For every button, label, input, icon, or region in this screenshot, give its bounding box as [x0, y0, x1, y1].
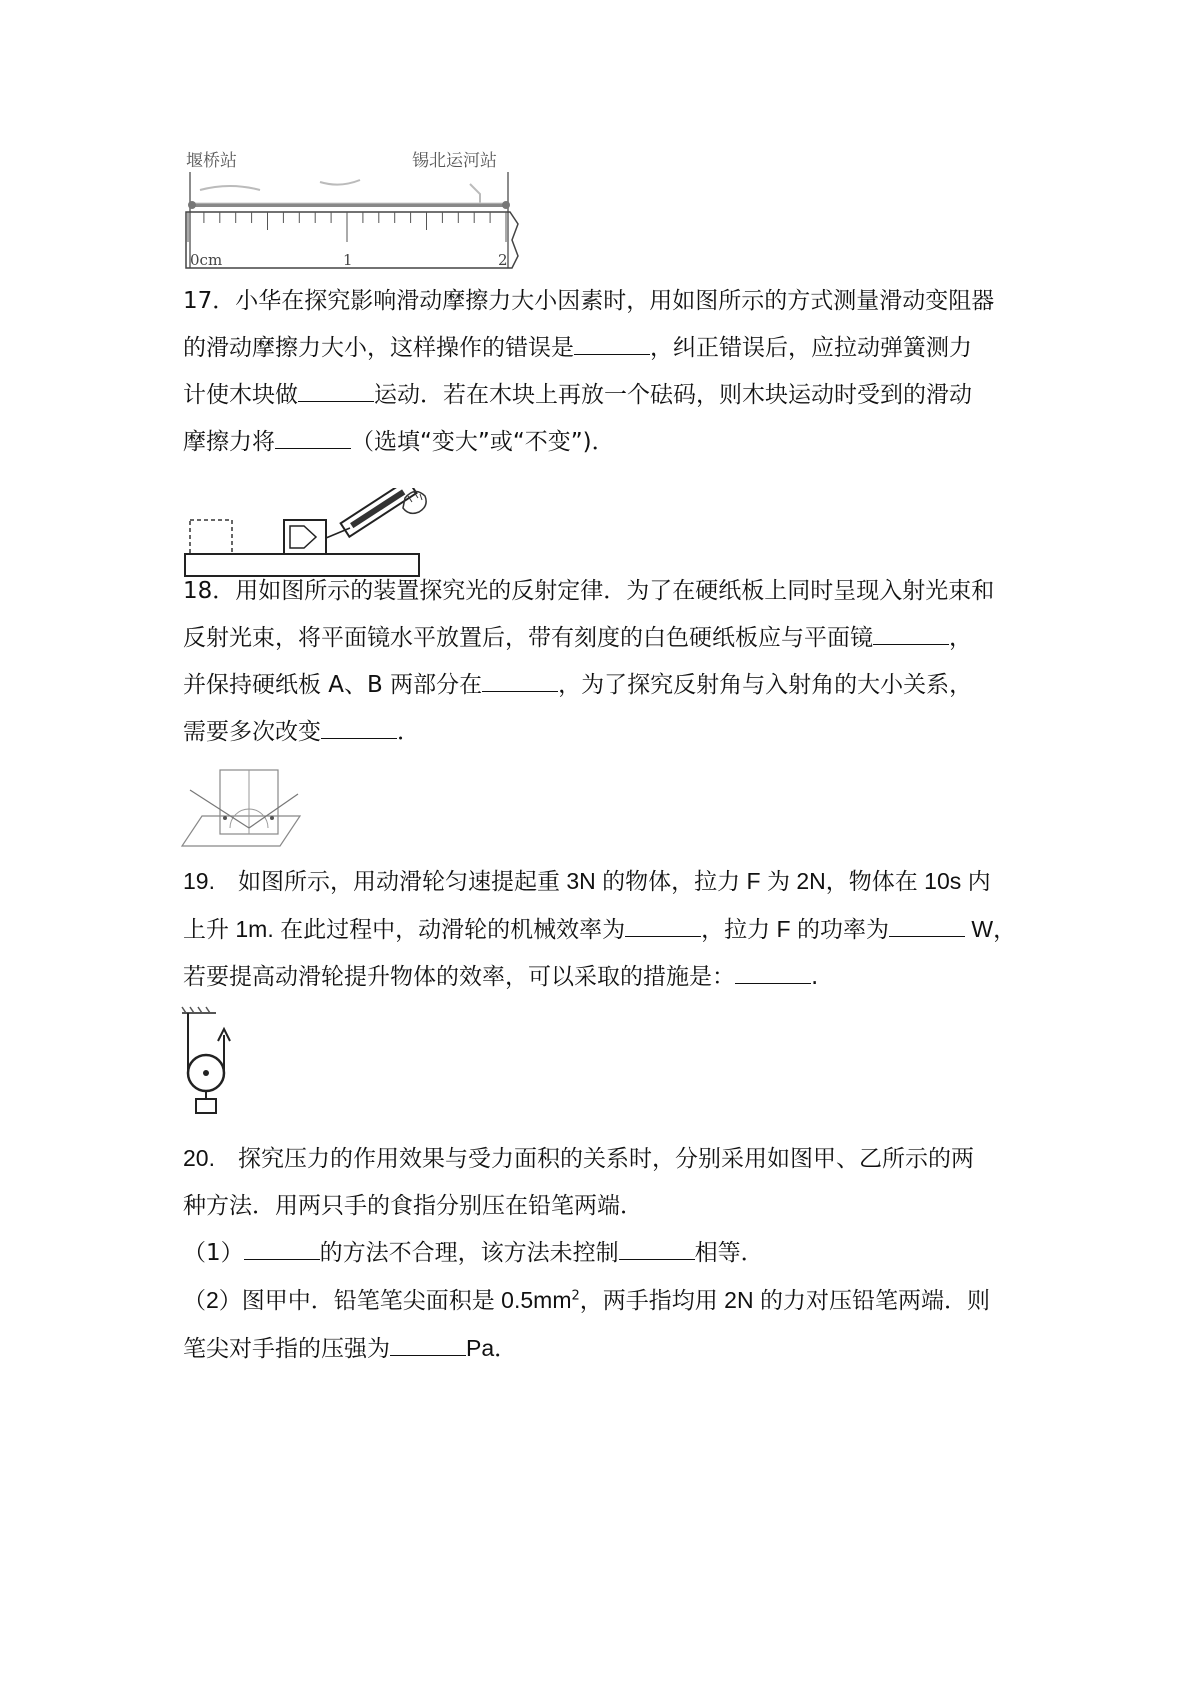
- q17-line-3: 计使木块做 运动．若在木块上再放一个砝码，则木块运动时受到的滑动: [183, 372, 1023, 419]
- answer-blank: [321, 714, 397, 739]
- q18-line-2: 反射光束，将平面镜水平放置后，带有刻度的白色硬纸板应与平面镜 ，: [183, 615, 1023, 662]
- superscript-2: 2: [571, 1288, 580, 1304]
- q19-line-3: 若要提高动滑轮提升物体的效率，可以采取的措施是： .: [183, 954, 1023, 1001]
- q19-line-2: 上升 1m. 在此过程中，动滑轮的机械效率为 ，拉力 F 的功率为 W，: [183, 906, 1023, 954]
- answer-blank: [482, 667, 558, 692]
- q17-line-4: 摩擦力将 （选填“变大”或“不变”)．: [183, 419, 1023, 466]
- answer-blank: [889, 912, 965, 937]
- ruler-label-2: 2: [498, 251, 508, 269]
- q20-line-5: 笔尖对手指的压强为 Pa．: [183, 1325, 1023, 1373]
- question-18: [183, 568, 1023, 756]
- answer-blank: [275, 424, 351, 449]
- answer-blank: [735, 959, 811, 984]
- q20-line-4: （2）图甲中．铅笔笔尖面积是 $0.5mm^2$，两手指均用 2N 的力对压铅笔两端．则: [183, 1287, 990, 1313]
- answer-blank: [619, 1235, 695, 1260]
- answer-blank: [625, 912, 701, 937]
- q18-line-3: 并保持硬纸板 A、B 两部分在 ，为了探究反射角与入射角的大小关系，: [183, 662, 1023, 709]
- question-19: [183, 858, 1023, 1001]
- answer-blank: [244, 1235, 320, 1260]
- station-left-label: 堰桥站: [186, 151, 237, 171]
- q17-line-1: 17．小华在探究影响滑动摩擦力大小因素时，用如图所示的方式测量滑动变阻器: [183, 288, 995, 314]
- q19-line-1: 19. 如图所示，用动滑轮匀速提起重 3N 的物体，拉力 F 为 2N，物体在 10s 内: [183, 868, 991, 894]
- pulley-figure: [180, 1005, 260, 1117]
- question-17: [183, 278, 1023, 466]
- q18-line-4: 需要多次改变 ．: [183, 709, 1023, 756]
- q20-line-3: （1） 的方法不合理，该方法未控制 相等．: [183, 1230, 1023, 1277]
- reflection-figure: [180, 758, 310, 856]
- answer-blank: [298, 377, 374, 402]
- ruler-figure: [180, 140, 570, 290]
- q20-line-1: 20. 探究压力的作用效果与受力面积的关系时，分别采用如图甲、乙所示的两: [183, 1145, 974, 1171]
- station-right-label: 锡北运河站: [412, 151, 497, 171]
- ruler-label-1: 1: [343, 251, 353, 269]
- ruler-label-0cm: 0cm: [190, 251, 223, 269]
- answer-blank: [574, 330, 650, 355]
- answer-blank: [873, 620, 949, 645]
- q17-line-2: 的滑动摩擦力大小，这样操作的错误是 ，纠正错误后，应拉动弹簧测力: [183, 325, 1023, 372]
- question-20: [183, 1135, 1023, 1373]
- answer-blank: [390, 1331, 466, 1356]
- q18-line-1: 18．用如图所示的装置探究光的反射定律．为了在硬纸板上同时呈现入射光束和: [183, 578, 995, 604]
- q20-line-2: 种方法．用两只手的食指分别压在铅笔两端．: [183, 1193, 643, 1219]
